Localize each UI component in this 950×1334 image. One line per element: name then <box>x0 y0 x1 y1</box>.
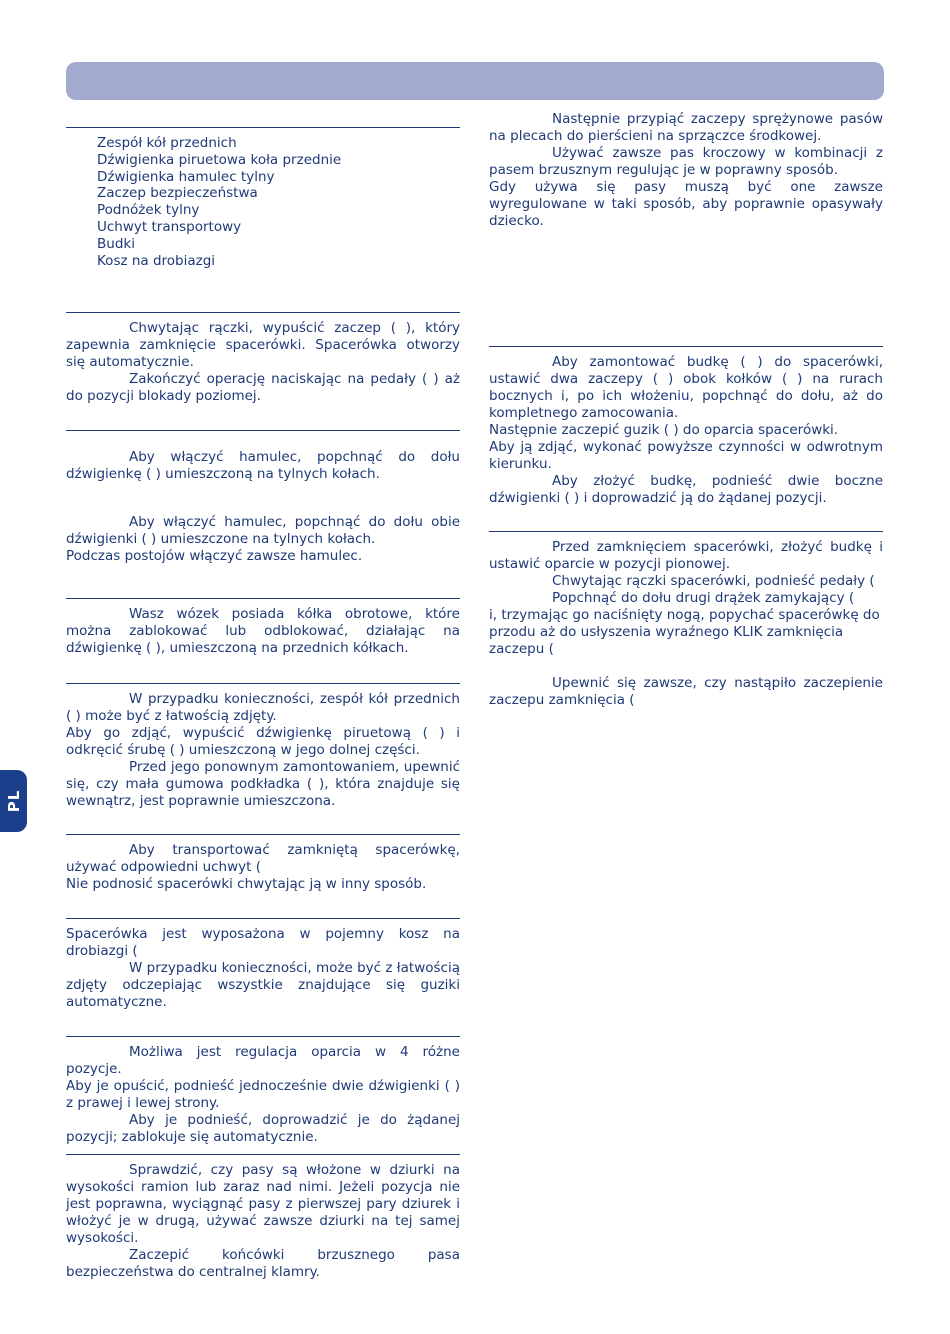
list-item: Dźwigienka piruetowa koła przednie <box>97 151 342 168</box>
section-divider <box>66 312 460 313</box>
section-divider <box>489 346 883 347</box>
list-item: Uchwyt transportowy <box>97 218 242 235</box>
paragraph: Gdy używa się pasy muszą być one zawsze wyregulowane w taki sposób, aby poprawnie opasywały dziecko. <box>489 179 883 229</box>
section-basket <box>66 918 460 1011</box>
language-tab <box>0 770 27 832</box>
section-divider <box>66 918 460 919</box>
paragraph: Sprawdzić, czy pasy są włożone w dziurki na wysokości ramion lub zaraz nad nimi. Jeżeli pozycja nie jest poprawna, wyciągnąć pasy z pierwszej pary dziurek i włożyć je w drugą, używać zawsze dziurki na tej samej wysokości. <box>66 1162 460 1246</box>
paragraph: Wasz wózek posiada kółka obrotowe, które można zablokować lub odblokować, działając na dźwigienkę ( ), umieszczoną na przednich kółkach. <box>66 606 460 656</box>
paragraph: Nie podnosić spacerówki chwytając ją w inny sposób. <box>66 876 427 892</box>
section-brake-single <box>66 430 460 483</box>
paragraph: Zakończyć operację naciskając na pedały ( ) aż do pozycji blokady poziomej. <box>66 371 460 404</box>
paragraph: Możliwa jest regulacja oparcia w 4 różne pozycje. <box>66 1044 460 1077</box>
header-bar <box>66 62 884 100</box>
section-hood <box>489 346 883 507</box>
paragraph: Aby je podnieść, doprowadzić je do żądanej pozycji; zablokuje się automatycznie. <box>66 1112 460 1145</box>
section-swivel-wheels <box>66 598 460 657</box>
list-item: Budki <box>97 235 135 252</box>
list-item: Kosz na drobiazgi <box>97 252 216 269</box>
section-divider <box>66 127 460 128</box>
paragraph: Chwytając rączki spacerówki, podnieść pedały ( <box>552 573 875 589</box>
parts-list <box>66 135 460 269</box>
paragraph: Aby włączyć hamulec, popchnąć do dołu dźwigienkę ( ) umieszczoną na tylnych kołach. <box>66 449 460 482</box>
paragraph: W przypadku konieczności, zespół kół przednich ( ) może być z łatwością zdjęty. <box>66 691 460 724</box>
paragraph: Popchnąć do dołu drugi drążek zamykający ( <box>552 590 855 606</box>
section-divider <box>66 598 460 599</box>
section-divider <box>66 430 460 431</box>
paragraph: W przypadku konieczności, może być z łatwością zdjęty odczepiając wszystkie znajdujące się guziki automatyczne. <box>66 960 460 1010</box>
paragraph: Zaczepić końcówki brzusznego pasa bezpieczeństwa do centralnej klamry. <box>66 1247 460 1280</box>
section-closing <box>489 531 883 709</box>
section-divider <box>489 531 883 532</box>
section-divider <box>66 683 460 684</box>
paragraph: Przed jego ponownym zamontowaniem, upewnić się, czy mała gumowa podkładka ( ), która znajduje się wewnątrz, jest poprawnie umieszczona. <box>66 759 460 809</box>
section-parts <box>66 127 460 269</box>
paragraph: i, trzymając go naciśnięty nogą, popychać spacerówkę do przodu aż do usłyszenia wyraźnego KLIK zamknięcia zaczepu ( <box>489 607 880 657</box>
paragraph: Spacerówka jest wyposażona w pojemny kosz na drobiazgi ( <box>66 926 460 959</box>
section-transport <box>66 834 460 893</box>
section-harness <box>66 1154 460 1281</box>
paragraph: Aby je opuścić, podnieść jednocześnie dwie dźwigienki ( ) z prawej i lewej strony. <box>66 1078 460 1111</box>
list-item: Podnóżek tylny <box>97 202 200 219</box>
paragraph: Aby zamontować budkę ( ) do spacerówki, ustawić dwa zaczepy ( ) obok kołków ( ) na rurach bocznych i, po ich włożeniu, popchnąć do dołu, aż do kompletnego zamocowania. <box>489 354 883 421</box>
section-backrest <box>66 1036 460 1146</box>
list-item: Zaczep bezpieczeństwa <box>97 185 258 202</box>
paragraph: Aby transportować zamkniętą spacerówkę, używać odpowiedni uchwyt ( <box>66 842 460 875</box>
language-tab-label: PL <box>5 789 23 813</box>
section-brake-double <box>66 514 460 565</box>
paragraph: Następnie zaczepić guzik ( ) do oparcia spacerówki. <box>489 422 839 438</box>
paragraph: Upewnić się zawsze, czy nastąpiło zaczepienie zaczepu zamknięcia ( <box>489 675 883 708</box>
section-divider <box>66 1036 460 1037</box>
section-front-wheels <box>66 683 460 810</box>
paragraph: Aby złożyć budkę, podnieść dwie boczne dźwigienki ( ) i doprowadzić ją do żądanej pozycji. <box>489 473 883 506</box>
paragraph: Aby włączyć hamulec, popchnąć do dołu obie dźwigienki ( ) umieszczone na tylnych kołach. <box>66 514 460 547</box>
paragraph: Aby ją zdjąć, wykonać powyższe czynności w odwrotnym kierunku. <box>489 439 883 472</box>
section-divider <box>66 834 460 835</box>
paragraph: Aby go zdjąć, wypuścić dźwigienkę piruetową ( ) i odkręcić śrubę ( ) umieszczoną w jego dolnej części. <box>66 725 460 758</box>
list-item: Dźwigienka hamulec tylny <box>97 168 275 185</box>
section-opening <box>66 312 460 405</box>
section-divider <box>66 1154 460 1155</box>
paragraph: Następnie przypiąć zaczepy sprężynowe pasów na plecach do pierścieni na sprzączce środkowej. <box>489 111 883 144</box>
paragraph: Chwytając rączki, wypuścić zaczep ( ), który zapewnia zamknięcie spacerówki. Spacerówka otworzy się automatycznie. <box>66 320 460 370</box>
section-harness-cont <box>489 111 883 230</box>
list-item: Zespół kół przednich <box>97 135 237 151</box>
paragraph: Używać zawsze pas kroczowy w kombinacji z pasem brzusznym regulując je w poprawny sposób. <box>489 145 883 178</box>
paragraph: Przed zamknięciem spacerówki, złożyć budkę i ustawić oparcie w pozycji pionowej. <box>489 539 883 572</box>
paragraph: Podczas postojów włączyć zawsze hamulec. <box>66 548 363 564</box>
